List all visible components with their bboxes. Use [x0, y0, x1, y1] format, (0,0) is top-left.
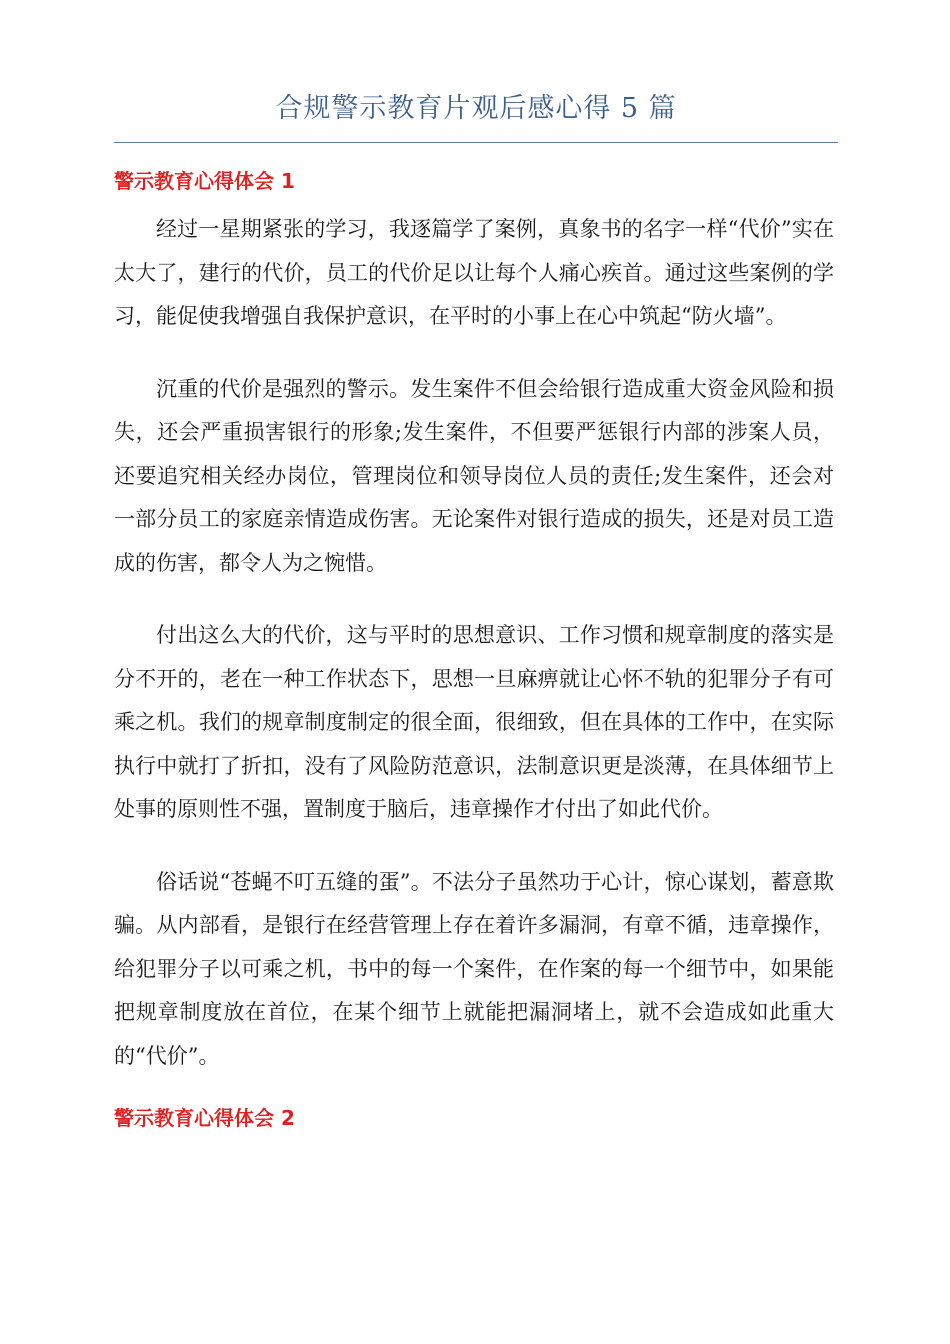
paragraph: 沉重的代价是强烈的警示。发生案件不但会给银行造成重大资金风险和损失，还会严重损害银行的形象;发生案件，不但要严惩银行内部的涉案人员，还要追究相关经办岗位，管理岗位和领导岗位人员的责任;发生案件，还会对一部分员工的家庭亲情造成伤害。无论案件对银行造成的损失，还是对员工造成的伤害，都令人为之惋惜。 — [114, 376, 834, 575]
document-title: 合规警示教育片观后感心得 5 篇 — [275, 93, 677, 124]
paragraph: 经过一星期紧张的学习，我逐篇学了案例，真象书的名字一样“代价”实在太大了，建行的代价，员工的代价足以让每个人痛心疾首。通过这些案例的学习，能促使我增强自我保护意识，在平时的小事上在心中筑起“防火墙”。 — [114, 217, 834, 328]
document-body — [114, 166, 834, 1133]
paragraph: 俗话说“苍蝇不叮五缝的蛋”。不法分子虽然功于心计，惊心谋划，蓄意欺骗。从内部看，是银行在经营管理上存在着许多漏洞，有章不循，违章操作，给犯罪分子以可乘之机，书中的每一个案件，在作案的每一个细节中，如果能把规章制度放在首位，在某个细节上就能把漏洞堵上，就不会造成如此重大的“代价”。 — [114, 869, 834, 1068]
section-1 — [114, 166, 834, 1078]
paragraph: 付出这么大的代价，这与平时的思想意识、工作习惯和规章制度的落实是分不开的，老在一种工作状态下，思想一旦麻痹就让心怀不轨的犯罪分子有可乘之机。我们的规章制度制定的很全面，很细致，但在具体的工作中，在实际执行中就打了折扣，没有了风险防范意识，法制意识更是淡薄，在具体细节上处事的原则性不强，置制度于脑后，违章操作才付出了如此代价。 — [114, 623, 834, 821]
section-heading: 警示教育心得体会 2 — [114, 1106, 295, 1130]
section-2 — [114, 1103, 834, 1133]
title-divider — [114, 142, 838, 143]
section-heading: 警示教育心得体会 1 — [114, 169, 295, 193]
